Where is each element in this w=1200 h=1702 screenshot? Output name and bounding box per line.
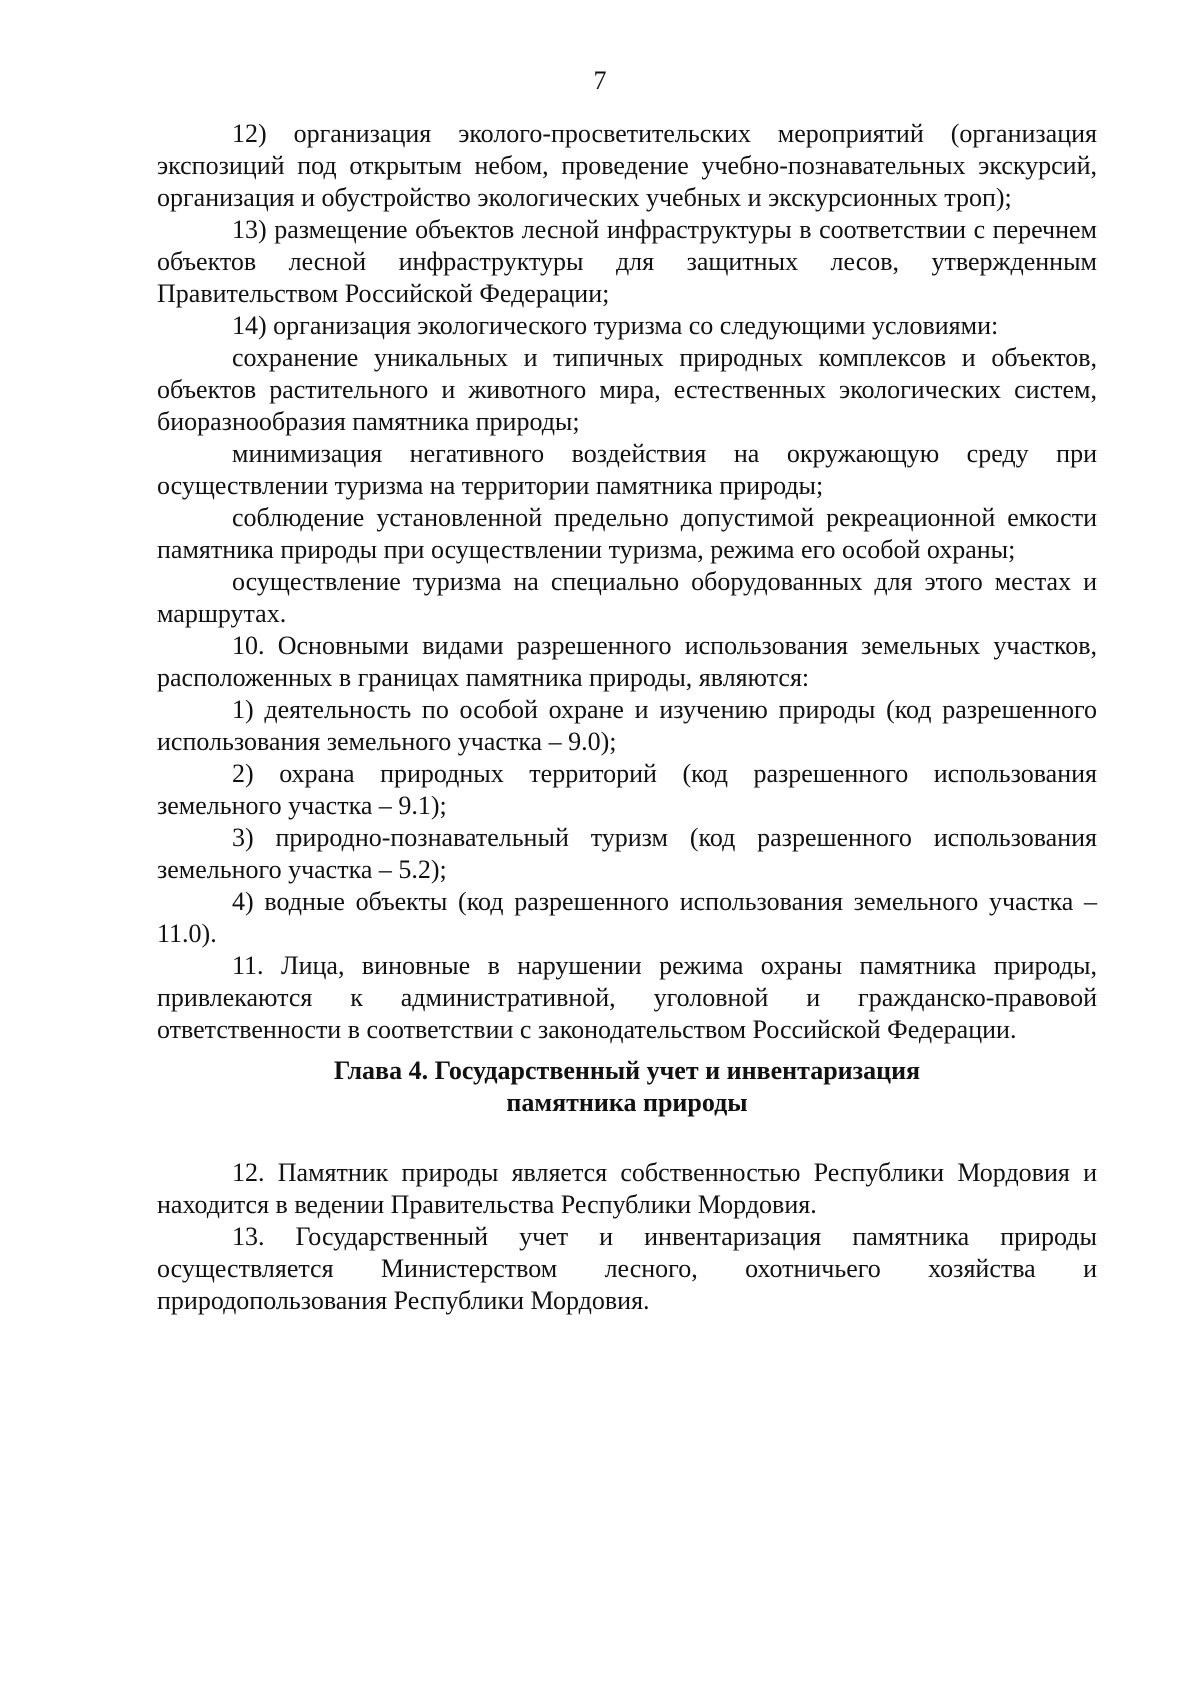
paragraph-condition-3: соблюдение установленной предельно допустимой рекреационной емкости памятника природы при осуществлении туризма, режима его особой охраны; [157,503,1097,564]
paragraph-use-1: 1) деятельность по особой охране и изучению природы (код разрешенного использования земельного участка – 9.0); [157,695,1097,756]
paragraph-clause-13: 13. Государственный учет и инвентаризация памятника природы осуществляется Министерством лесного, охотничьего хозяйства и природопользования Республики Мордовия. [157,1222,1097,1315]
paragraph-condition-2: минимизация негативного воздействия на окружающую среду при осуществлении туризма на территории памятника природы; [157,439,1097,500]
paragraph-condition-1: сохранение уникальных и типичных природных комплексов и объектов, объектов растительного и животного мира, естественных экологических систем, биоразнообразия памятника природы; [157,343,1097,436]
paragraph-condition-4: осуществление туризма на специально оборудованных для этого местах и маршрутах. [157,567,1097,628]
paragraph-clause-10: 10. Основными видами разрешенного использования земельных участков, расположенных в границах памятника природы, являются: [157,631,1097,692]
chapter-heading-line-2: памятника природы [506,1088,748,1117]
paragraph-item-14: 14) организация экологического туризма со следующими условиями: [232,311,999,340]
paragraph-clause-12: 12. Памятник природы является собственностью Республики Мордовия и находится в ведении Правительства Республики Мордовия. [157,1158,1097,1219]
body-section-1 [157,118,1097,1046]
paragraph-use-3: 3) природно-познавательный туризм (код разрешенного использования земельного участка – 5.2); [157,823,1097,884]
body-section-2 [157,1157,1097,1317]
chapter-heading-line-1: Глава 4. Государственный учет и инвентаризация [333,1056,921,1085]
paragraph-item-12: 12) организация эколого-просветительских мероприятий (организация экспозиций под открытым небом, проведение учебно-познавательных экскурсий, организация и обустройство экологических учебных и экскурсионных троп); [157,119,1097,212]
paragraph-use-2: 2) охрана природных территорий (код разрешенного использования земельного участка – 9.1); [157,759,1097,820]
page-number: 7 [593,66,607,95]
chapter-heading [157,1055,1097,1119]
paragraph-item-13: 13) размещение объектов лесной инфраструктуры в соответствии с перечнем объектов лесной инфраструктуры для защитных лесов, утвержденным Правительством Российской Федерации; [157,215,1097,308]
paragraph-use-4: 4) водные объекты (код разрешенного использования земельного участка – 11.0). [157,887,1097,948]
paragraph-clause-11: 11. Лица, виновные в нарушении режима охраны памятника природы, привлекаются к административной, уголовной и гражданско-правовой ответственности в соответствии с законодательством Российской Федерации. [157,951,1097,1044]
